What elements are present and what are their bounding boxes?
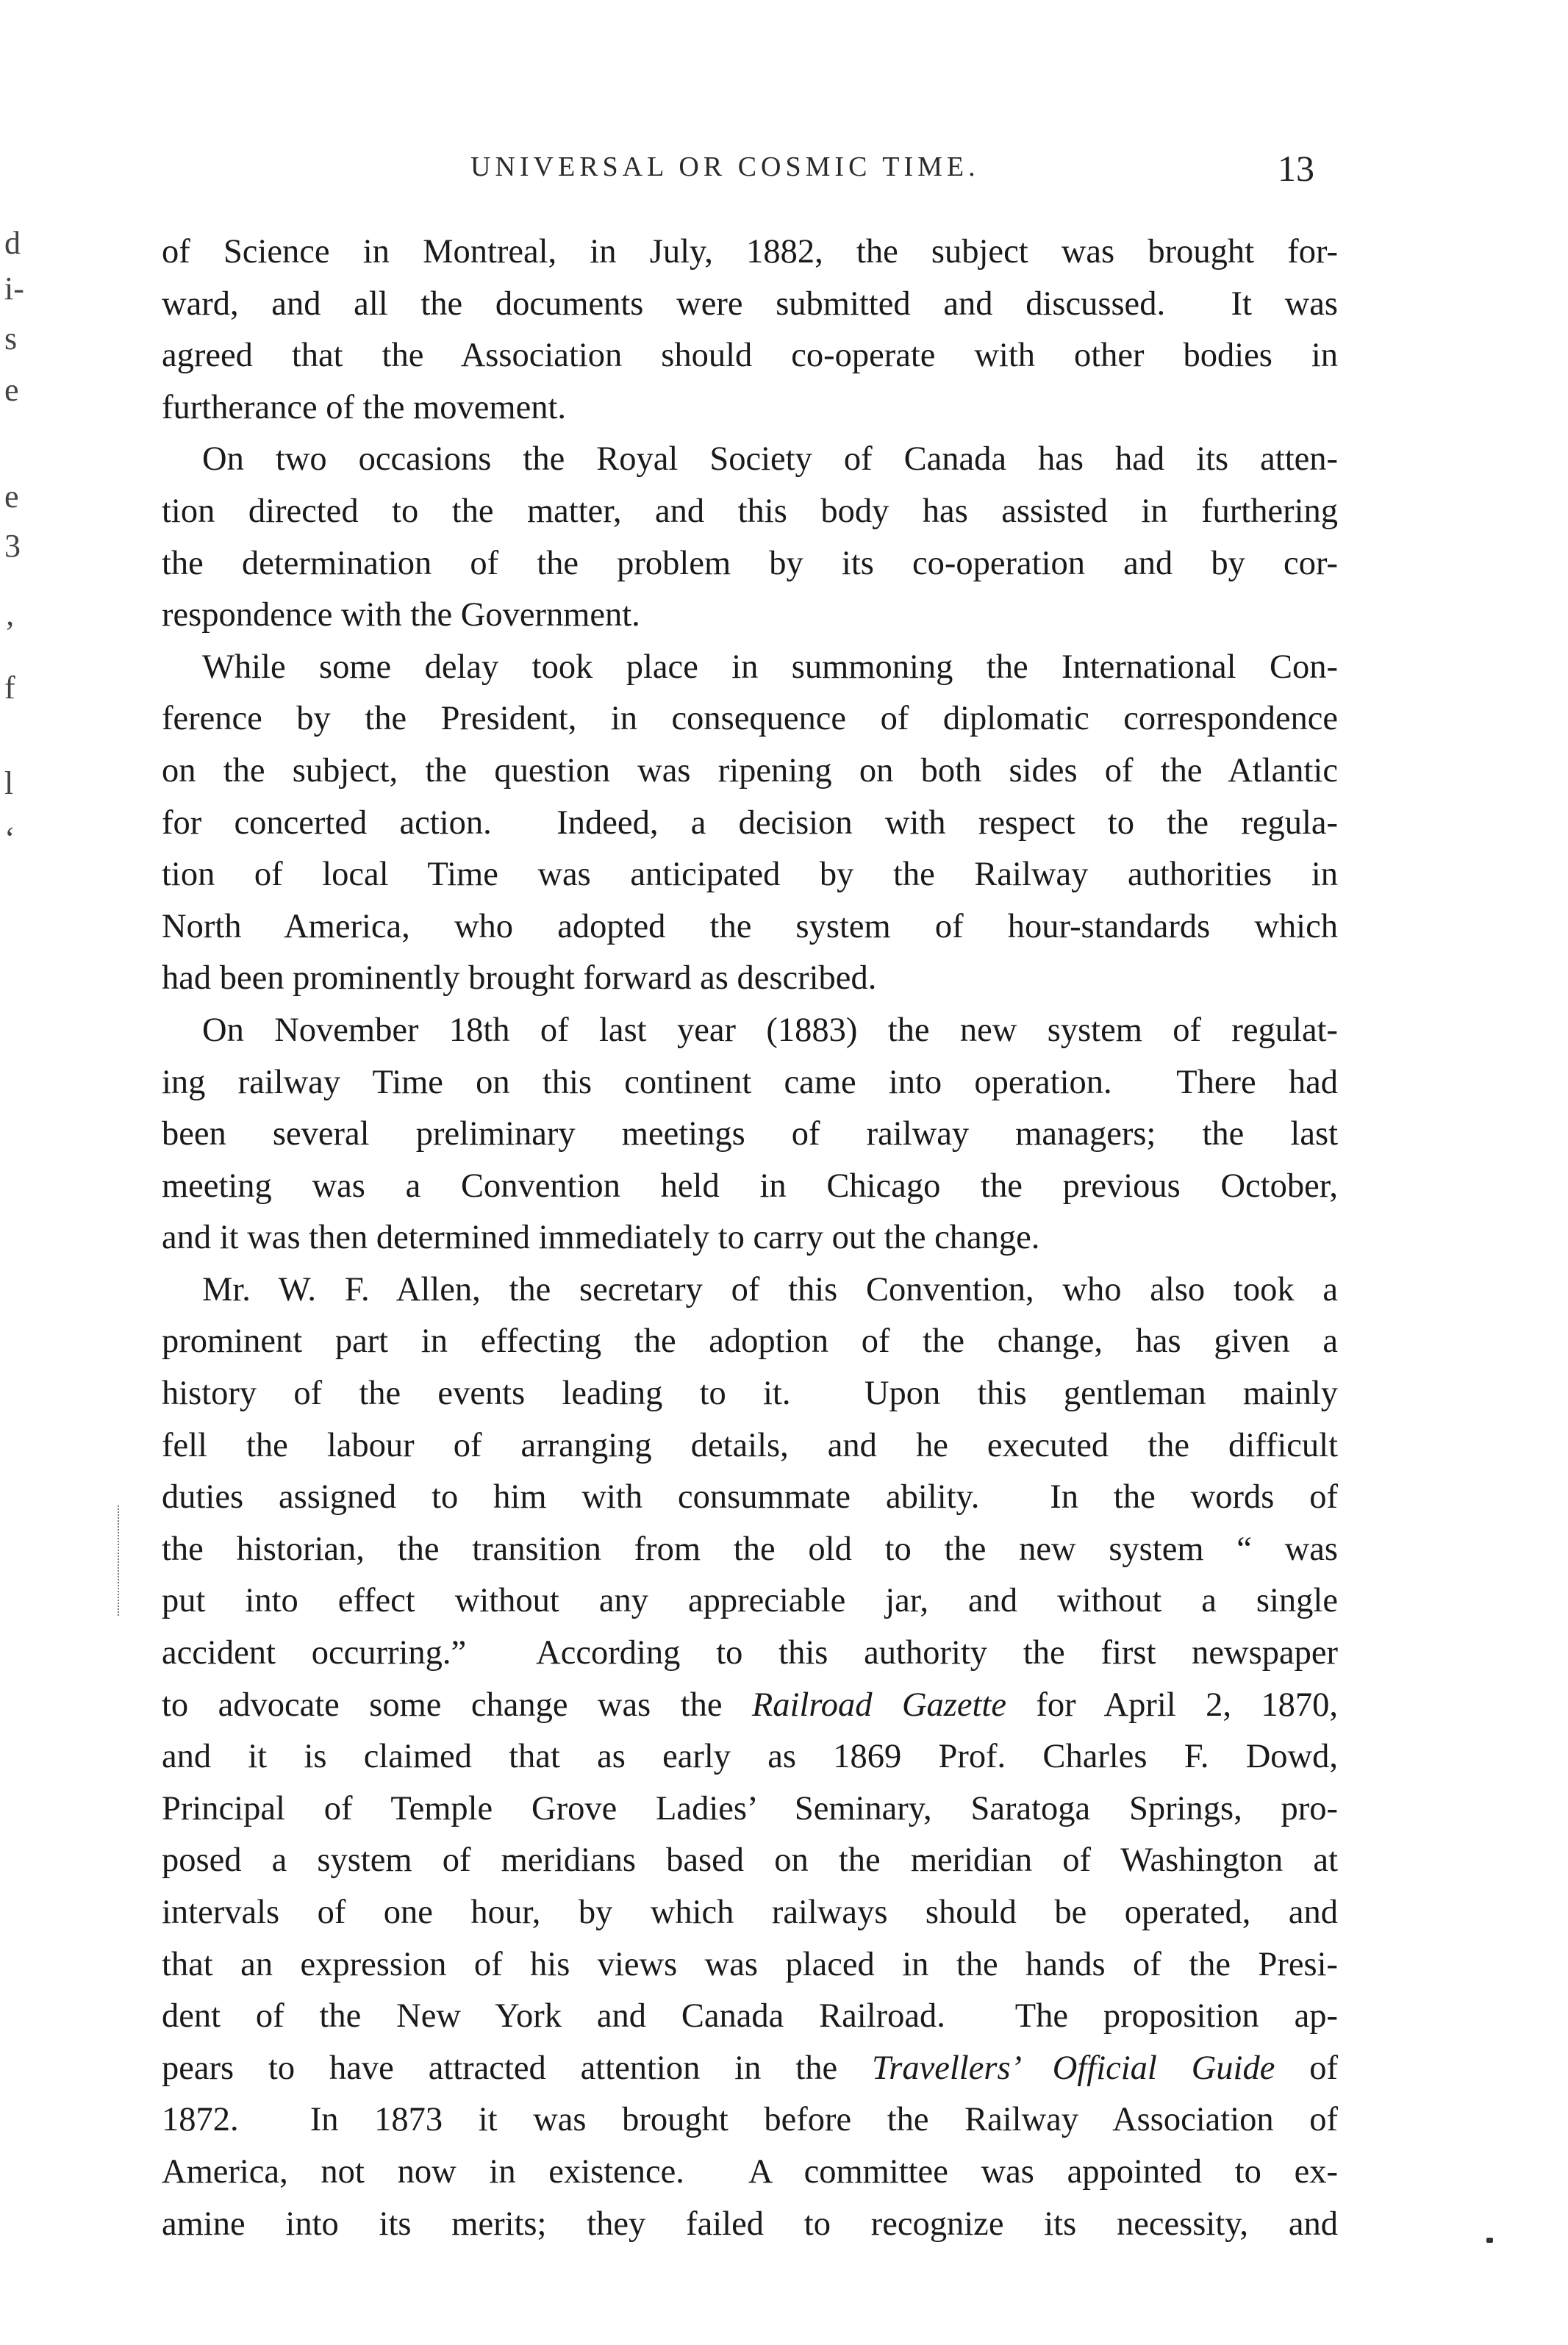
text-line: 1872. In 1873 it was brought before the Railway Association of [162,2101,1338,2139]
body-text [162,226,1338,2250]
text-line: While some delay took place in summoning the International Con- [202,648,1338,686]
text-line [162,2043,1338,2095]
text-line: On two occasions the Royal Society of Canada has had its atten- [202,440,1338,479]
text-line: ing railway Time on this continent came into operation. There had [162,1063,1338,1101]
text-line: history of the events leading to it. Upon this gentleman mainly [162,1375,1338,1413]
text-line: fell the labour of arranging details, and he executed the difficult [162,1426,1338,1464]
margin-fragment: 3 [4,528,21,564]
text-line: meeting was a Convention held in Chicago the previous October, [162,1167,1338,1205]
text-line: that an expression of his views was placed in the hands of the Presi- [162,1945,1338,1983]
text-line: been several preliminary meetings of railway managers; the last [162,1115,1338,1153]
text-line: dent of the New York and Canada Railroad. The proposition ap- [162,1997,1338,2036]
text-line: respondence with the Government. [162,596,640,634]
text-line: prominent part in effecting the adoption of the change, has given a [162,1322,1338,1361]
text-line: furtherance of the movement. [162,388,567,426]
text-line: tion of local Time was anticipated by the Railway authorities in [162,856,1338,894]
margin-fragment: i- [4,271,24,307]
margin-fragment: l [4,765,14,801]
running-title: UNIVERSAL OR COSMIC TIME. [470,151,980,182]
text-line: and it was then determined immediately to carry out the change. [162,1219,1040,1257]
text-line: tion directed to the matter, and this body has assisted in furthering [162,492,1338,530]
text-line: On November 18th of last year (1883) the new system of regulat- [202,1011,1338,1049]
page-number: 13 [1278,148,1314,189]
text-line: accident occurring.” According to this authority the first newspaper [162,1634,1338,1672]
text-run: of [1275,2049,1338,2087]
margin-fragment: d [4,225,21,261]
text-line: of Science in Montreal, in July, 1882, the subject was brought for- [162,233,1338,271]
italic-title: Travellers’ Official Guide [871,2049,1275,2087]
text-line: duties assigned to him with consummate ability. In the words of [162,1478,1338,1517]
text-line: the historian, the transition from the old to the new system “ was [162,1530,1338,1568]
text-line: for concerted action. Indeed, a decision with respect to the regula- [162,803,1338,842]
text-line: ference by the President, in consequence of diplomatic correspondence [162,700,1338,738]
text-line: agreed that the Association should co-operate with other bodies in [162,337,1338,375]
text-line: the determination of the problem by its co-operation and by cor- [162,544,1338,582]
text-line: and it is claimed that as early as 1869 Prof. Charles F. Dowd, [162,1738,1338,1776]
text-line: had been prominently brought forward as described. [162,959,877,998]
margin-fragment: ʼ [4,615,15,651]
margin-fragment: e [4,479,19,515]
text-run: pears to have attracted attention in the [162,2049,872,2087]
text-line: intervals of one hour, by which railways should be operated, and [162,1894,1338,1931]
text-run: to advocate some change was the [162,1686,752,1724]
text-line: on the subject, the question was ripening on both sides of the Atlantic [162,751,1338,790]
text-line [162,1680,1338,1732]
text-run: for April 2, 1870, [1006,1686,1339,1724]
text-line: Mr. W. F. Allen, the secretary of this Convention, who also took a [202,1270,1338,1308]
text-line: ward, and all the documents were submitted and discussed. It was [162,284,1338,323]
text-line: North America, who adopted the system of hour-standards which [162,907,1338,945]
text-line: America, not now in existence. A committee was appointed to ex- [162,2152,1338,2191]
italic-title: Railroad Gazette [751,1686,1006,1724]
margin-fragment: f [4,670,15,706]
text-line: put into effect without any appreciable jar, and without a single [162,1582,1338,1620]
text-line: amine into its merits; they failed to recognize its necessity, and [162,2205,1338,2243]
text-line: posed a system of meridians based on the meridian of Washington at [162,1841,1338,1880]
text-line: Principal of Temple Grove Ladies’ Seminary, Saratoga Springs, pro- [162,1789,1338,1827]
margin-fragment: ‘ [4,820,15,856]
margin-mark [118,1506,121,1616]
margin-fragment: e [4,372,19,408]
ink-speck [1486,2238,1493,2243]
margin-fragment: s [4,321,18,357]
